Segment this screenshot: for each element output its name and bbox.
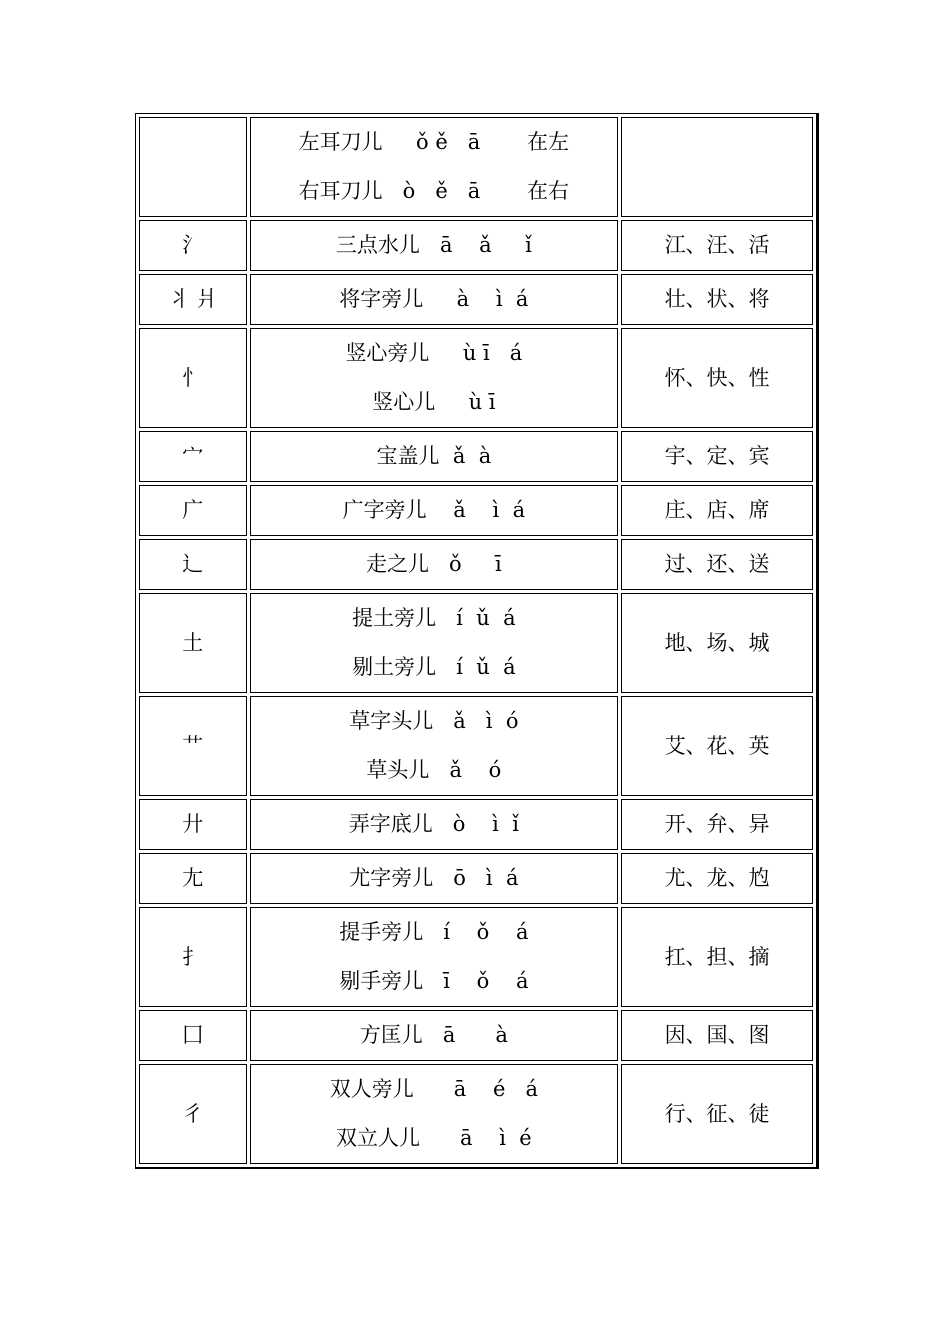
radical-cell: 宀 [139,431,247,482]
radical-cell: 忄 [139,328,247,428]
radical-cell: 丬 爿 [139,274,247,325]
radical-name: 草头儿 ǎ ó [366,758,502,782]
example-chars-cell: 地、场、城 [621,593,813,693]
radical-name-cell [250,907,619,1007]
table-row [139,853,813,904]
example-chars-cell: 庄、店、席 [621,485,813,536]
radical-name: 左耳刀儿 ǒ ě ā 在左 [298,130,570,154]
radical-name: 宝盖儿 ǎ à [376,444,492,468]
table-row [139,593,813,693]
radical-cell: 尢 [139,853,247,904]
radical-cell: 艹 [139,696,247,796]
table-row [139,274,813,325]
table-row [139,431,813,482]
radical-cell: 广 [139,485,247,536]
radical-cell [139,117,247,217]
table-row [139,539,813,590]
example-chars-cell [621,117,813,217]
radical-cell: 彳 [139,1064,247,1164]
radical-name-cell [250,853,619,904]
radical-name: 竖心儿 ù ī [372,390,496,414]
radical-cell: 囗 [139,1010,247,1061]
radical-name-cell [250,220,619,271]
radical-name-cell [250,117,619,217]
radical-cell: 土 [139,593,247,693]
radical-name-cell [250,431,619,482]
radical-name: 双人旁儿 ā é á [329,1077,538,1101]
example-chars-cell: 宇、定、宾 [621,431,813,482]
radical-name-cell [250,799,619,850]
example-chars-cell: 过、还、送 [621,539,813,590]
radical-name: 剔手旁儿 ī ǒ á [339,969,529,993]
radical-name-cell [250,274,619,325]
radical-name-cell [250,696,619,796]
radical-name: 将字旁儿 à ì á [339,287,529,311]
radical-name: 三点水儿 ā ǎ ǐ [335,233,532,257]
radical-name: 广字旁儿 ǎ ì á [342,498,526,522]
radical-name: 走之儿 ǒ ī [365,552,502,576]
table-row [139,117,813,217]
example-chars-cell: 行、征、徒 [621,1064,813,1164]
radical-table-body [139,117,813,1164]
example-chars-cell: 江、汪、活 [621,220,813,271]
radical-table-frame [135,113,819,1169]
radical-name-cell [250,1010,619,1061]
radical-name: 剔土旁儿 í ǔ á [352,655,516,679]
radical-name: 弄字底儿 ò ì ǐ [348,812,519,836]
example-chars-cell: 尤、龙、尥 [621,853,813,904]
table-row [139,696,813,796]
radical-cell: 廾 [139,799,247,850]
radical-name-cell [250,593,619,693]
example-chars-cell: 因、国、图 [621,1010,813,1061]
radical-table [136,114,816,1167]
table-row [139,907,813,1007]
radical-cell: 氵 [139,220,247,271]
radical-name: 尤字旁儿 ō ì á [349,866,519,890]
example-chars-cell: 艾、花、英 [621,696,813,796]
example-chars-cell: 怀、快、性 [621,328,813,428]
radical-name: 方匡儿 ā à [359,1023,508,1047]
radical-name-cell [250,485,619,536]
radical-name-cell [250,328,619,428]
table-row [139,485,813,536]
example-chars-cell: 扛、担、摘 [621,907,813,1007]
radical-name-cell [250,539,619,590]
table-row [139,799,813,850]
radical-name: 提土旁儿 í ǔ á [352,606,516,630]
radical-cell: 扌 [139,907,247,1007]
radical-name: 双立人儿 ā ì é [335,1126,532,1150]
example-chars-cell: 开、弁、异 [621,799,813,850]
radical-name-cell [250,1064,619,1164]
radical-name: 提手旁儿 í ǒ á [339,920,529,944]
radical-name: 竖心旁儿 ù ī á [345,341,523,365]
example-chars-cell: 壮、状、将 [621,274,813,325]
radical-cell: 辶 [139,539,247,590]
radical-name: 草字头儿 ǎ ì ó [349,709,519,733]
table-row [139,220,813,271]
table-row [139,1064,813,1164]
table-row [139,328,813,428]
table-row [139,1010,813,1061]
radical-name: 右耳刀儿 ò ě ā 在右 [298,179,570,203]
